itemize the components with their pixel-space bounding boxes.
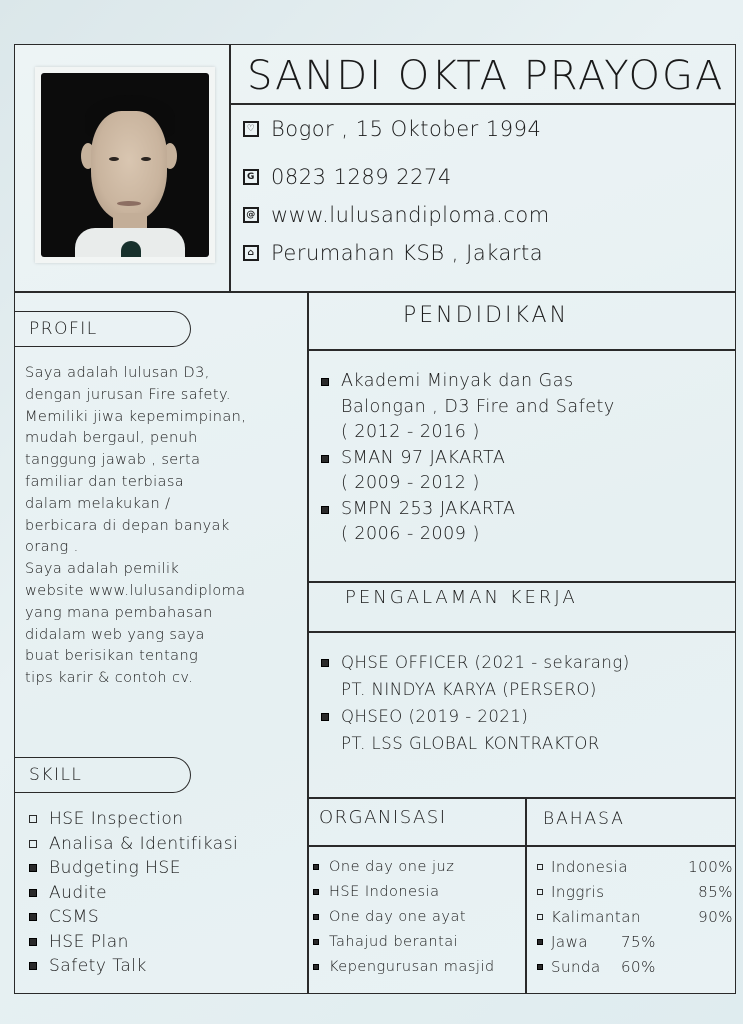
home-icon: ⌂ <box>243 245 259 261</box>
list-item: Inggris 85% <box>537 880 733 905</box>
list-item: QHSEO (2019 - 2021) PT. LSS GLOBAL KONTRAKTOR <box>321 703 630 757</box>
contact-address <box>243 241 723 265</box>
list-item: HSE Indonesia <box>313 880 495 905</box>
pendidikan-list <box>321 369 615 548</box>
bullet-icon <box>29 864 37 872</box>
bullet-icon <box>29 938 37 946</box>
pengalaman-list <box>321 649 630 757</box>
list-item: Indonesia 100% <box>537 855 733 880</box>
bullet-icon <box>313 889 319 895</box>
contact-text: Perumahan KSB , Jakarta <box>271 241 544 265</box>
divider <box>525 797 527 993</box>
divider <box>307 291 309 993</box>
list-item: SMPN 253 JAKARTA ( 2006 - 2009 ) <box>321 497 615 548</box>
bullet-icon <box>29 889 37 897</box>
divider <box>229 103 735 105</box>
profil-text: Saya adalah lulusan D3, dengan jurusan Fire safety. Memiliki jiwa kepemimpinan, mudah bergaul, penuh tanggung jawab , serta familiar dan terbiasa dalam melakukan / berbicara di depan banyak orang . Saya adalah pemilik website www.lulusandiploma yang mana pembahasan didalam web yang saya buat berisikan tentang tips karir & contoh cv. <box>25 365 247 687</box>
bullet-icon <box>321 378 329 386</box>
contact-birth <box>243 117 723 141</box>
bullet-icon <box>313 864 319 870</box>
bullet-icon <box>537 889 543 895</box>
bullet-icon <box>29 962 37 970</box>
list-item: One day one juz <box>313 855 495 880</box>
birthplace-icon: ♡ <box>243 121 259 137</box>
bullet-icon <box>313 914 319 920</box>
list-item: Kalimantan 90% <box>537 905 733 930</box>
bullet-icon <box>537 864 543 870</box>
list-item: Safety Talk <box>29 954 238 979</box>
contact-text: Bogor , 15 Oktober 1994 <box>271 117 542 141</box>
contact-text: 0823 1289 2274 <box>271 165 452 189</box>
divider <box>307 631 735 633</box>
bullet-icon <box>29 815 37 823</box>
list-item: Budgeting HSE <box>29 856 238 881</box>
contact-website <box>243 203 723 227</box>
list-item: Analisa & Identifikasi <box>29 832 238 857</box>
bullet-icon <box>29 913 37 921</box>
bullet-icon <box>29 840 37 848</box>
bullet-icon <box>313 964 319 970</box>
list-item: Tahajud berantai <box>313 930 495 955</box>
list-item: HSE Plan <box>29 930 238 955</box>
list-item: Audite <box>29 881 238 906</box>
bullet-icon <box>537 914 543 920</box>
list-item: CSMS <box>29 905 238 930</box>
bullet-icon <box>321 659 329 667</box>
website-icon: @ <box>243 207 259 223</box>
list-item: Akademi Minyak dan Gas Balongan , D3 Fire and Safety ( 2012 - 2016 ) <box>321 369 615 446</box>
divider <box>307 581 735 583</box>
bullet-icon <box>537 964 543 970</box>
full-name: SANDI OKTA PRAYOGA <box>247 53 725 99</box>
bullet-icon <box>321 506 329 514</box>
divider <box>229 45 231 291</box>
profile-photo <box>35 67 215 263</box>
list-item: Kepengurusan masjid <box>313 955 495 980</box>
list-item: QHSE OFFICER (2021 - sekarang) PT. NINDYA KARYA (PERSERO) <box>321 649 630 703</box>
section-organisasi-title: ORGANISASI <box>319 807 447 828</box>
divider <box>307 797 735 799</box>
section-profil-title: PROFIL <box>15 311 191 347</box>
list-item: SMAN 97 JAKARTA ( 2009 - 2012 ) <box>321 446 615 497</box>
contact-phone <box>243 165 723 189</box>
divider <box>307 845 735 847</box>
divider <box>307 349 735 351</box>
section-bahasa-title: BAHASA <box>543 809 625 829</box>
section-pendidikan-title: PENDIDIKAN <box>403 303 570 328</box>
skill-list <box>29 807 238 979</box>
list-item: Sunda 60% <box>537 955 733 980</box>
bullet-icon <box>313 939 319 945</box>
phone-icon: G <box>243 169 259 185</box>
contact-text: www.lulusandiploma.com <box>271 203 550 227</box>
bullet-icon <box>321 455 329 463</box>
bahasa-list <box>537 855 733 980</box>
cv-sheet <box>14 44 736 994</box>
list-item: Jawa 75% <box>537 930 733 955</box>
list-item: One day one ayat <box>313 905 495 930</box>
section-pengalaman-title: PENGALAMAN KERJA <box>345 587 578 608</box>
bullet-icon <box>537 939 543 945</box>
list-item: HSE Inspection <box>29 807 238 832</box>
section-skill-title: SKILL <box>15 757 191 793</box>
organisasi-list <box>313 855 495 980</box>
bullet-icon <box>321 713 329 721</box>
divider <box>15 291 735 293</box>
